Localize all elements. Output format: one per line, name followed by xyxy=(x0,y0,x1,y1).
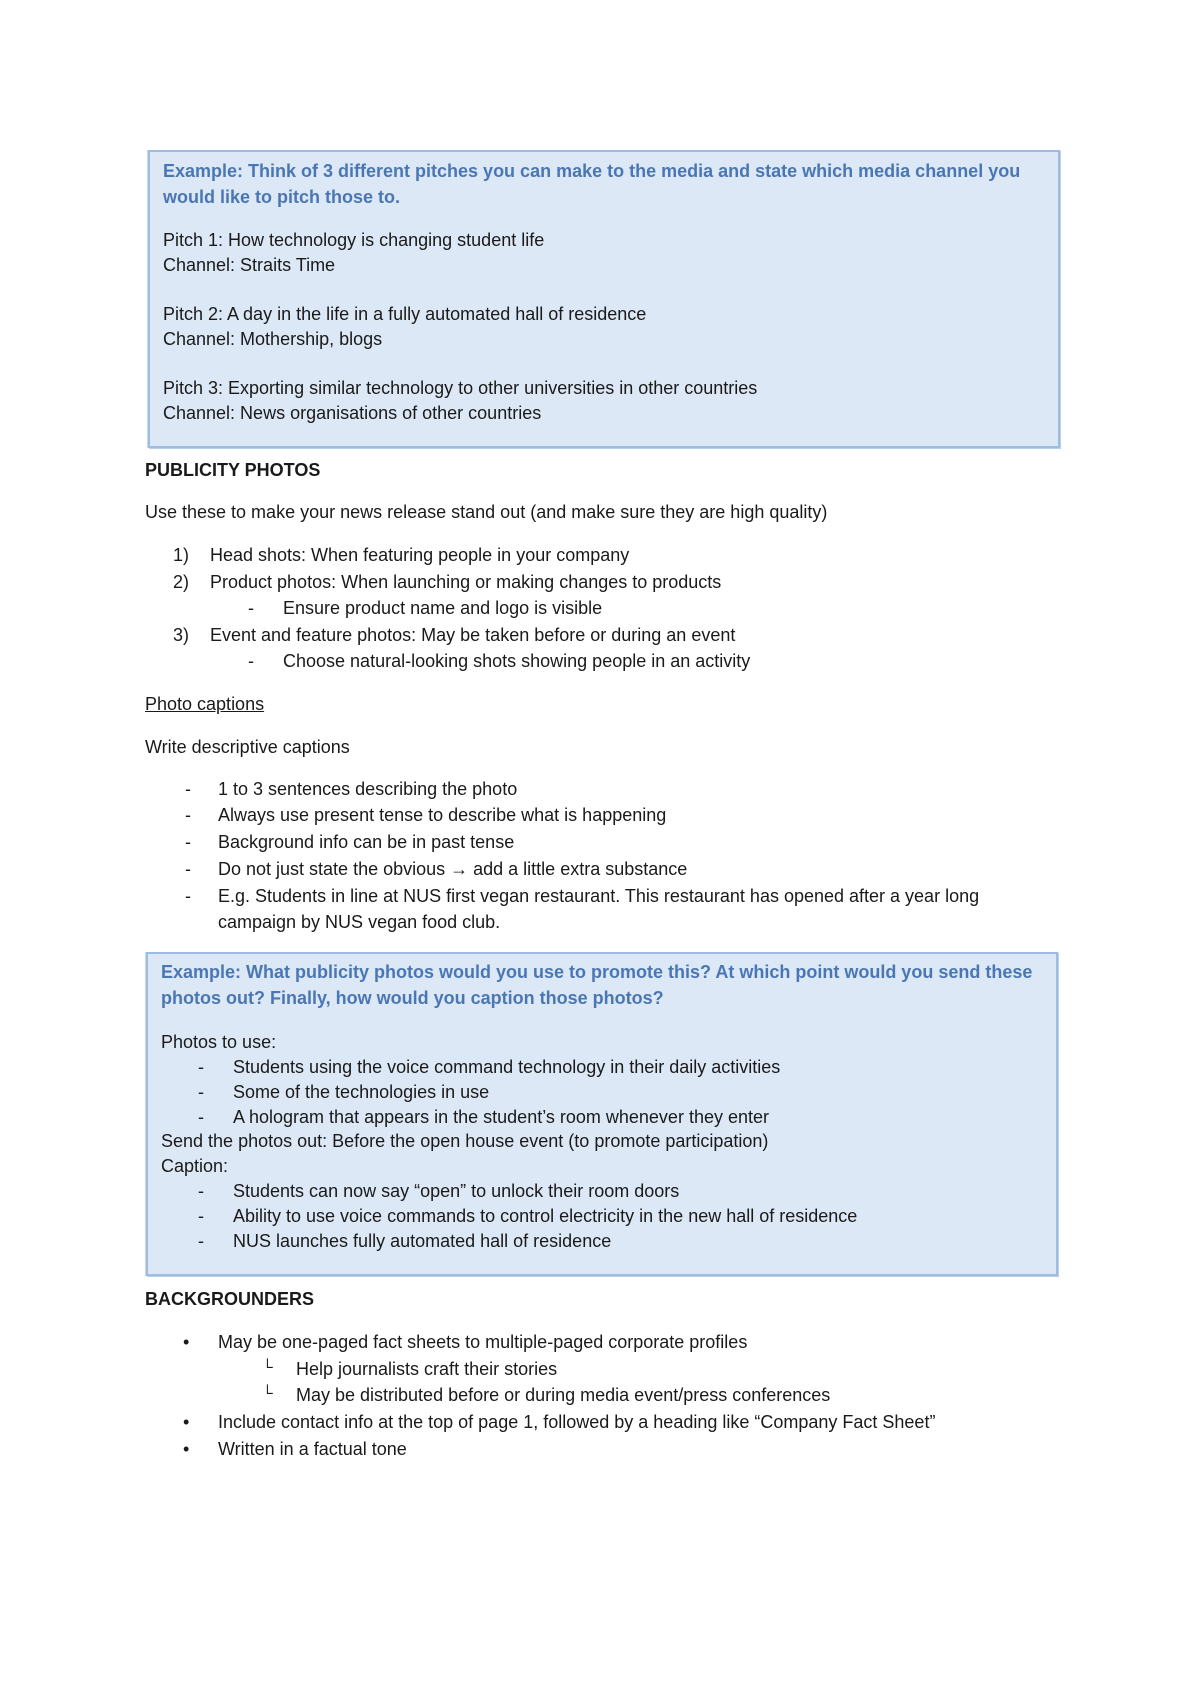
dash-marker: ‐ xyxy=(248,651,254,671)
channel-3: Channel: News organisations of other countries xyxy=(163,403,542,423)
pitch-1: Pitch 1: How technology is changing student life xyxy=(163,230,545,250)
backgrounder-bullet: Include contact info at the top of page 1, followed by a heading like “Company Fact Sheet” xyxy=(218,1412,936,1432)
caption-label: Caption: xyxy=(161,1156,229,1176)
caption-item: Students can now say “open” to unlock their room doors xyxy=(233,1181,680,1201)
caption-bullet: E.g. Students in line at NUS first vegan restaurant. This restaurant has opened after a year long xyxy=(218,886,980,906)
bullet-marker: • xyxy=(183,1412,190,1432)
dash-marker: ‐ xyxy=(185,779,191,799)
caption-bullet: Background info can be in past tense xyxy=(218,832,515,852)
dash-marker: ‐ xyxy=(198,1082,204,1102)
photos-label: Photos to use: xyxy=(161,1032,277,1052)
caption-bullet: Do not just state the obvious → add a little extra substance xyxy=(218,859,688,879)
bullet-marker: • xyxy=(183,1439,190,1459)
pitch-example-question: Example: Think of 3 different pitches you can make to the media and state which media channel you would like to pitch those to. xyxy=(163,161,1021,207)
list-subitem: Choose natural-looking shots showing people in an activity xyxy=(283,651,751,671)
channel-1: Channel: Straits Time xyxy=(163,255,336,275)
dash-marker: ‐ xyxy=(185,886,191,906)
list-item: Head shots: When featuring people in your company xyxy=(210,545,630,565)
list-item: Event and feature photos: May be taken before or during an event xyxy=(210,625,736,645)
pitch-2: Pitch 2: A day in the life in a fully automated hall of residence xyxy=(163,304,647,324)
dash-marker: ‐ xyxy=(198,1231,204,1251)
list-number: 1) xyxy=(173,545,190,565)
photo-item: Some of the technologies in use xyxy=(233,1082,490,1102)
captions-intro: Write descriptive captions xyxy=(145,737,350,757)
dash-marker: ‐ xyxy=(198,1206,204,1226)
backgrounder-subitem: Help journalists craft their stories xyxy=(296,1359,558,1379)
send-out-line: Send the photos out: Before the open house event (to promote participation) xyxy=(161,1131,769,1151)
dash-marker: ‐ xyxy=(248,598,254,618)
backgrounders-heading: BACKGROUNDERS xyxy=(145,1289,315,1309)
photos-example-question-line1: Example: What publicity photos would you use to promote this? At which point would you send these xyxy=(161,962,1033,982)
photos-example-question-line2: photos out? Finally, how would you caption those photos? xyxy=(161,988,664,1008)
caption-bullet: 1 to 3 sentences describing the photo xyxy=(218,779,518,799)
bullet-marker: • xyxy=(183,1332,190,1352)
photo-captions-heading: Photo captions xyxy=(145,694,265,714)
caption-item: Ability to use voice commands to control electricity in the new hall of residence xyxy=(233,1206,858,1226)
channel-2: Channel: Mothership, blogs xyxy=(163,329,383,349)
dash-marker: ‐ xyxy=(185,832,191,852)
caption-item: NUS launches fully automated hall of residence xyxy=(233,1231,612,1251)
photo-item: A hologram that appears in the student’s room whenever they enter xyxy=(233,1107,769,1127)
dash-marker: ‐ xyxy=(198,1057,204,1077)
dash-marker: ‐ xyxy=(198,1107,204,1127)
list-number: 2) xyxy=(173,572,190,592)
list-item: Product photos: When launching or making changes to products xyxy=(210,572,722,592)
list-number: 3) xyxy=(173,625,190,645)
dash-marker: ‐ xyxy=(185,805,191,825)
photo-item: Students using the voice command technology in their daily activities xyxy=(233,1057,781,1077)
publicity-photos-heading: PUBLICITY PHOTOS xyxy=(145,460,321,480)
backgrounder-bullet: May be one-paged fact sheets to multiple-paged corporate profiles xyxy=(218,1332,748,1352)
corner-marker: └ xyxy=(262,1385,273,1402)
list-subitem: Ensure product name and logo is visible xyxy=(283,598,603,618)
caption-bullet-continuation: campaign by NUS vegan food club. xyxy=(218,912,501,932)
dash-marker: ‐ xyxy=(198,1181,204,1201)
dash-marker: ‐ xyxy=(185,859,191,879)
publicity-intro: Use these to make your news release stand out (and make sure they are high quality) xyxy=(145,502,828,522)
backgrounder-bullet: Written in a factual tone xyxy=(218,1439,407,1459)
caption-bullet: Always use present tense to describe what is happening xyxy=(218,805,667,825)
corner-marker: └ xyxy=(262,1359,273,1376)
pitch-3: Pitch 3: Exporting similar technology to other universities in other countries xyxy=(163,378,758,398)
backgrounder-subitem: May be distributed before or during media event/press conferences xyxy=(296,1385,831,1405)
